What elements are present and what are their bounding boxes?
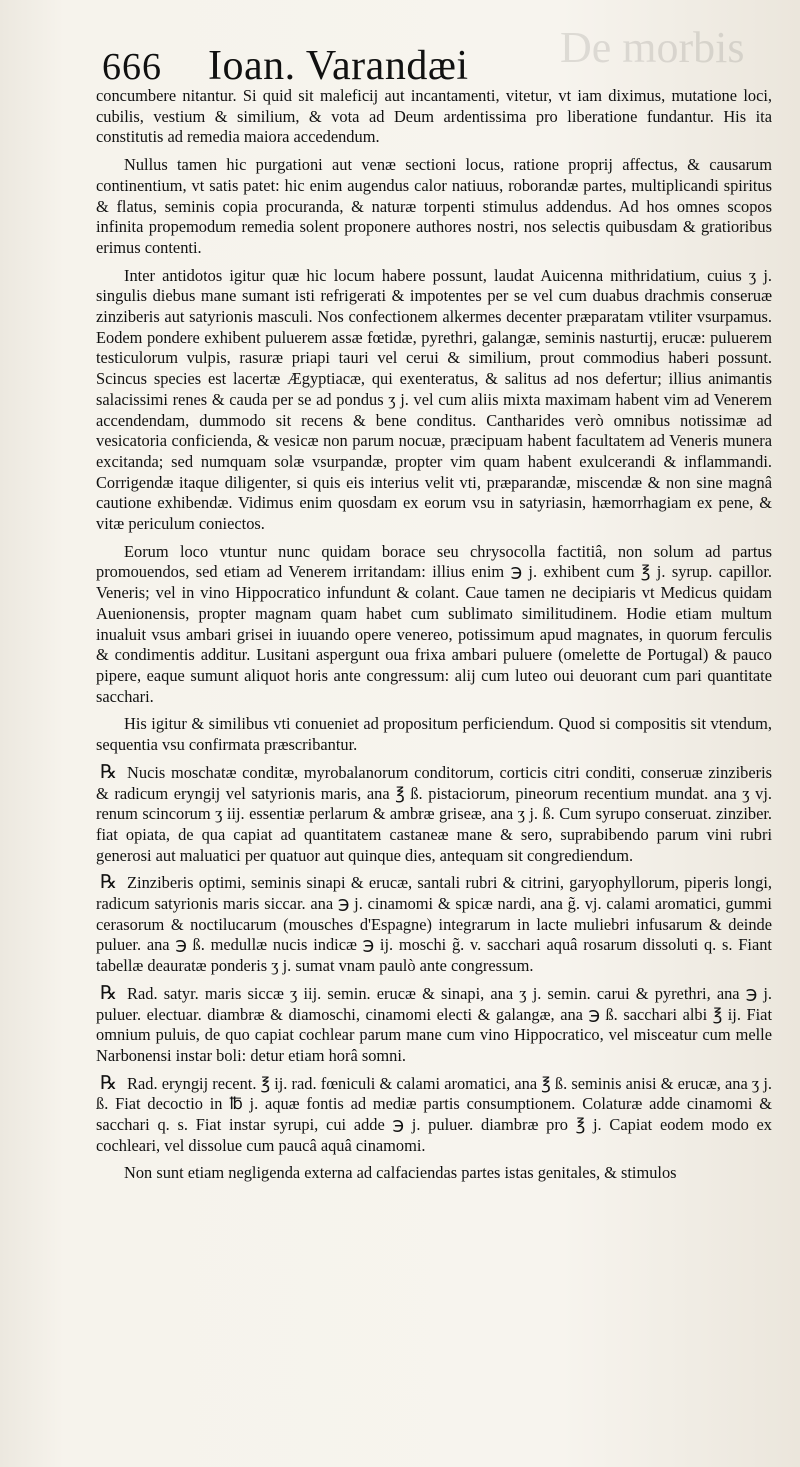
recipe-paragraph [96, 1074, 772, 1157]
paragraph: Nullus tamen hic purgationi aut venæ sectioni locus, ratione proprij affectus, & causarum continentium, vt satis patet: hic enim augendus calor natiuus, roborandæ partes, multiplicandi spiritus & flatus, seminis copia procuranda, & naturæ torpenti stimulus addendus. Ad hos omnes scopos infinita propemodum remedia solent proponere authores nostri, nos selectis quibusdam & gratioribus erimus contenti. [96, 155, 772, 257]
paragraph: His igitur & similibus vti conueniet ad propositum perficiendum. Quod si compositis sit vtendum, sequentia vsu confirmata præscribantur. [96, 714, 772, 755]
prescription-symbol: ℞ [100, 1072, 118, 1094]
paragraph: Inter antidotos igitur quæ hic locum habere possunt, laudat Auicenna mithridatium, cuius ʒ j. singulis diebus mane sumant isti refrigerati & impotentes per se vel cum duabus drachmis conseruæ zinziberis aut satyrionis masculi. Nos confectionem alkermes decenter præparatam vtiliter vsurpamus. Eodem pondere exhibent puluerem assæ fœtidæ, pyrethri, galangæ, seminis nasturtij, erucæ: puluerem testiculorum vulpis, rasuræ priapi tauri vel cerui & similium, prout commodius haberi possunt. Scincus species est lacertæ Ægyptiacæ, qui exenteratus, & salitus ad nos defertur; illius animantis salacissimi renes & cauda per se ad pondus ʒ j. vel cum aliis mixta maximam habent vim ad Venerem accendendam, dummodo sit recens & bene conditus. Cantharides verò omnibus notissimæ ad vesicatoria conficienda, & vesicæ non parum nocuæ, præcipuam habent facultatem ad Veneris munera excitanda; sed numquam solæ vsurpandæ, propter vim quam habent exulcerandi & inflammandi. Corrigendæ itaque diligenter, si quis eis interius velit vti, præparandæ, miscendæ & non sine magnâ cautione exhibendæ. Vidimus enim quosdam ex eorum vsu in satyriasin, hæmorrhagiam ex pene, & vitæ periculum coniectos. [96, 265, 772, 534]
recipe-paragraph [96, 763, 772, 867]
recipe-text: Rad. satyr. maris siccæ ʒ iij. semin. erucæ & sinapi, ana ʒ j. semin. carui & pyrethri, ana ℈ j. puluer. electuar. diambræ & diamoschi, cinamomi electi & galangæ, ana ℈ ß. sacchari albi ℥ ij. Fiat omnium puluis, de quo capiat cochlear parum mane cum vino Hippocratico, vel misceatur cum melle Narbonensi instar boli: detur etiam horâ somni. [96, 983, 772, 1065]
running-title: Ioan. Varandæi [208, 43, 469, 89]
recipe-paragraph [96, 984, 772, 1067]
prescription-symbol: ℞ [100, 761, 118, 783]
paragraph: Eorum loco vtuntur nunc quidam borace seu chrysocolla factitiâ, non solum ad partus promouendos, sed etiam ad Venerem irritandam: illius enim ℈ j. exhibent cum ℥ j. syrup. capillor. Veneris; vel in vino Hippocratico infundunt & colant. Caue tamen ne decipiaris vt Medicus quidam Auenionensis, propter magnam quam habet cum sublimato similitudinem. Hodie etiam multum inualuit vsus ambari grisei in iuuando opere venereo, potissimum apud magnates, in quorum ferculis & condimentis additur. Lusitani aspergunt oua frixa ambari puluere (omelette de Portugal) & pauco pipere, eaque sumunt aliquot horis ante congressum: alij cum luteo oui deuorant cum pari quantitate sacchari. [96, 541, 772, 706]
page-body [96, 86, 772, 1184]
page-number: 666 [102, 46, 162, 88]
prescription-symbol: ℞ [100, 872, 118, 894]
show-through-text: De morbis [560, 23, 745, 72]
recipe-text: Rad. eryngij recent. ℥ ij. rad. fœniculi & calami aromatici, ana ℥ ß. seminis anisi & erucæ, ana ʒ j. ß. Fiat decoctio in ℔ j. aquæ fontis ad mediæ partis consumptionem. Colaturæ adde cinamomi & sacchari q. s. Fiat instar syrupi, cui adde ℈ j. puluer. diambræ pro ℥ j. Capiat eodem modo ex cochleari, vel dissolue cum paucâ aquâ cinamomi. [96, 1073, 772, 1155]
recipe-paragraph [96, 873, 772, 977]
closing-paragraph: Non sunt etiam negligenda externa ad calfaciendas partes istas genitales, & stimulos [124, 1163, 677, 1183]
recipe-text: Nucis moschatæ conditæ, myrobalanorum conditorum, corticis citri conditi, conseruæ zinziberis & radicum eryngij vel satyrionis maris, ana ℥ ß. pistaciorum, pineorum recentium mundat. ana ʒ vj. renum scincorum ʒ iij. essentiæ perlarum & ambræ griseæ, ana ʒ j. ß. Cum syrupo conseruat. zinziber. fiat opiata, de qua capiat ad quantitatem castaneæ mane & sero, suprabibendo parum vini rubri generosi aut maluatici per quatuor aut quinque dies, antequam sit congrediendum. [96, 762, 772, 865]
recipe-text: Zinziberis optimi, seminis sinapi & erucæ, santali rubri & citrini, garyophyllorum, piperis longi, radicum satyrionis maris siccar. ana ℈ j. cinamomi & spicæ nardi, ana g̃. vj. calami aromatici, gummi cerasorum & noctilucarum (mousches d'Espagne) integrarum in lacte muliebri infusarum & deinde puluer. ana ℈ ß. medullæ nucis indicæ ℈ ij. moschi g̃. v. sacchari aquâ rosarum dissoluti q. s. Fiant tabellæ deauratæ ponderis ʒ j. sumat vnam paulò ante congressum. [96, 873, 772, 976]
paragraph: concumbere nitantur. Si quid sit maleficij aut incantamenti, vitetur, vt iam diximus, mutatione loci, cubilis, vestium & similium, & vota ad Deum ardentissima pro liberatione fundantur. His ita constitutis ad remedia maiora accedendum. [96, 86, 772, 147]
prescription-symbol: ℞ [100, 982, 118, 1004]
